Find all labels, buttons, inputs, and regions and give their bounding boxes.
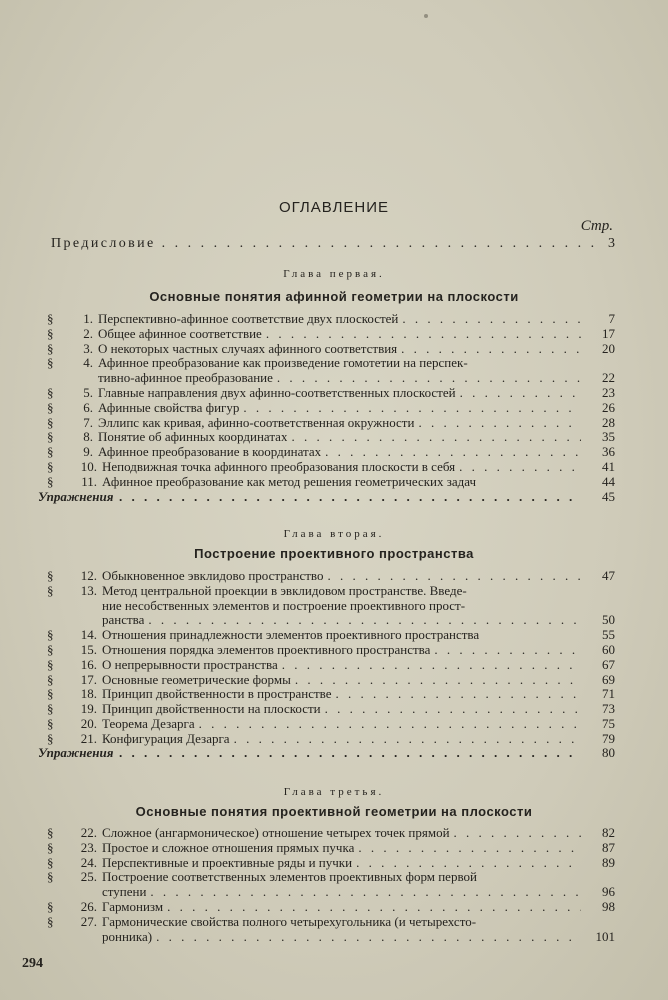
toc-entry: § 14. Отношения принадлежности элементов проективного пространства 55 bbox=[47, 627, 615, 643]
section-number: 21. bbox=[80, 730, 97, 746]
section-number: 5. bbox=[83, 384, 93, 400]
exercises-label: Упражнения bbox=[38, 489, 114, 504]
toc-entry-continuation bbox=[47, 930, 615, 945]
section-page: 69 bbox=[602, 671, 615, 687]
toc-entry: § 15. Отношения порядка элементов проективного пространства . . . 60 bbox=[47, 643, 615, 658]
toc-entry-continuation bbox=[47, 599, 615, 614]
section-page: 82 bbox=[602, 825, 615, 840]
toc-entry: § 27. Гармонические свойства полного четырехугольника (и четырехсто- bbox=[47, 915, 615, 930]
section-page: 7 bbox=[608, 311, 615, 326]
section-number: 8. bbox=[83, 429, 93, 445]
section-number: 13. bbox=[80, 582, 97, 598]
section-number: 19. bbox=[80, 701, 97, 717]
section-number: 25. bbox=[80, 869, 97, 885]
toc-entry: § 23. Простое и сложное отношения прямых пучка . . . 87 bbox=[47, 841, 615, 856]
toc-entry: § 5. Главные направления двух афинно-соответственных плоскостей . . . 23 bbox=[47, 386, 615, 401]
section-number: 10. bbox=[80, 458, 97, 474]
section-title: Гармонические свойства полного четырехугольника (и четырехсто- bbox=[102, 914, 477, 929]
section-title: Основные геометрические формы bbox=[102, 672, 291, 687]
section-page: 26 bbox=[602, 399, 615, 415]
section-number: 27. bbox=[80, 913, 97, 929]
page-title: ОГЛАВЛЕНИЕ bbox=[278, 199, 390, 216]
section-title: Афинное преобразование как произведение гомотетии на перспек- bbox=[98, 356, 468, 371]
section-title-cont: тивно-афинное преобразование bbox=[98, 371, 273, 386]
chapter-3-head: Глава третья. bbox=[283, 786, 385, 798]
chapter-1-sections bbox=[47, 312, 615, 490]
section-number: 2. bbox=[83, 325, 93, 341]
section-number: 14. bbox=[80, 627, 97, 643]
section-page: 23 bbox=[602, 384, 615, 400]
leader-dots bbox=[162, 236, 602, 252]
exercises-page: 45 bbox=[602, 489, 615, 504]
section-number: 11. bbox=[81, 473, 97, 489]
toc-entry: § 11. Афинное преобразование как метод решения геометрических задач 44 bbox=[47, 473, 615, 489]
section-title: О непрерывности пространства bbox=[102, 657, 278, 672]
section-number: 15. bbox=[80, 641, 97, 657]
section-title: Обыкновенное эвклидово пространство bbox=[102, 569, 324, 583]
toc-entry: § 7. Эллипс как кривая, афинно-соответственная окружности . . . 28 bbox=[47, 416, 615, 431]
toc-entry: § 1. Перспективно-афинное соответствие двух плоскостей . . . 7 bbox=[47, 312, 615, 327]
exercises-label: Упражнения bbox=[38, 745, 114, 760]
chapter-1-exercises bbox=[38, 489, 615, 505]
preface-page: 3 bbox=[608, 236, 615, 251]
section-title-cont: ранства bbox=[102, 613, 145, 628]
toc-entry: § 21. Конфигурация Дезарга . . . 79 bbox=[47, 732, 615, 747]
section-title: Афинные свойства фигур bbox=[98, 400, 240, 415]
section-page: 41 bbox=[602, 458, 615, 474]
section-page: 73 bbox=[602, 701, 615, 717]
toc-entry: § 9. Афинное преобразование в координатах . . . 36 bbox=[47, 445, 615, 460]
section-title: Афинное преобразование в координатах bbox=[98, 445, 322, 460]
toc-entry: § 13. Метод центральной проекции в эвклидовом пространстве. Введе- bbox=[47, 584, 615, 599]
preface-entry bbox=[51, 236, 615, 252]
toc-entry: § 16. О непрерывности пространства . . . 67 bbox=[47, 658, 615, 673]
section-title: Общее афинное соответствие bbox=[98, 326, 262, 341]
chapter-2-sections bbox=[47, 569, 615, 747]
section-page: 47 bbox=[602, 568, 615, 583]
section-number: 22. bbox=[80, 825, 97, 840]
chapter-3-title: Основные понятия проективной геометрии на плоскости bbox=[135, 804, 533, 819]
section-title: Отношения порядка элементов проективного пространства bbox=[102, 642, 431, 657]
section-number: 20. bbox=[80, 715, 97, 731]
section-page: 22 bbox=[602, 370, 615, 386]
section-page: 87 bbox=[602, 839, 615, 855]
section-page: 67 bbox=[602, 656, 615, 672]
toc-entry: § 12. Обыкновенное эвклидово пространство . . . 47 bbox=[47, 569, 615, 584]
toc-entry-continuation bbox=[47, 371, 615, 386]
section-page: 79 bbox=[602, 730, 615, 746]
toc-entry: § 17. Основные геометрические формы . . . 69 bbox=[47, 673, 615, 688]
section-page: 71 bbox=[602, 686, 615, 702]
chapter-2-title: Построение проективного пространства bbox=[194, 546, 474, 561]
section-number: 6. bbox=[83, 399, 93, 415]
section-page: 101 bbox=[595, 928, 615, 944]
section-page: 89 bbox=[602, 854, 615, 870]
section-title: Понятие об афинных координатах bbox=[98, 430, 288, 445]
section-page: 20 bbox=[602, 340, 615, 356]
section-page: 96 bbox=[602, 884, 615, 900]
preface-label: Предисловие bbox=[51, 236, 156, 251]
toc-entry: § 6. Афинные свойства фигур . . . 26 bbox=[47, 401, 615, 416]
toc-entry: § 8. Понятие об афинных координатах . . . 35 bbox=[47, 430, 615, 445]
toc-entry: § 3. О некоторых частных случаях афинного соответствия . . . 20 bbox=[47, 342, 615, 357]
page-column-label: Стр. bbox=[580, 218, 613, 234]
section-page: 50 bbox=[602, 612, 615, 628]
section-page: 60 bbox=[602, 641, 615, 657]
chapter-2-exercises bbox=[38, 745, 615, 761]
section-title: Конфигурация Дезарга bbox=[102, 731, 230, 746]
toc-entry: § 25. Построение соответственных элементов проективных форм первой bbox=[47, 870, 615, 885]
section-title-cont: ронника) bbox=[102, 929, 153, 944]
section-number: 26. bbox=[80, 898, 97, 914]
toc-entry: § 22. Сложное (ангармоническое) отношение четырех точек прямой . . . 82 bbox=[47, 826, 615, 841]
section-number: 7. bbox=[83, 414, 93, 430]
page-number: 294 bbox=[22, 956, 43, 971]
section-number: 17. bbox=[80, 671, 97, 687]
section-page: 75 bbox=[602, 715, 615, 731]
chapter-1-head: Глава первая. bbox=[283, 268, 385, 280]
section-title: Принцип двойственности на плоскости bbox=[102, 702, 321, 717]
chapter-2-head: Глава вторая. bbox=[283, 528, 385, 540]
toc-entry: § 24. Перспективные и проективные ряды и пучки . . . 89 bbox=[47, 856, 615, 871]
section-title: Построение соответственных элементов проективных форм первой bbox=[102, 870, 477, 885]
print-smudge bbox=[424, 14, 428, 18]
section-title: О некоторых частных случаях афинного соответствия bbox=[98, 341, 398, 356]
section-title: Сложное (ангармоническое) отношение четырех точек прямой bbox=[102, 826, 450, 840]
exercises-page: 80 bbox=[602, 745, 615, 760]
section-title: Главные направления двух афинно-соответственных плоскостей bbox=[98, 385, 456, 400]
section-number: 12. bbox=[80, 568, 97, 583]
section-number: 16. bbox=[80, 656, 97, 672]
section-page: 28 bbox=[602, 414, 615, 430]
chapter-1-title: Основные понятия афинной геометрии на плоскости bbox=[149, 289, 519, 304]
section-page: 98 bbox=[602, 898, 615, 914]
chapter-3-sections bbox=[47, 826, 615, 944]
toc-entry: § 18. Принцип двойственности в пространстве . . . 71 bbox=[47, 687, 615, 702]
section-title: Гармонизм bbox=[102, 899, 164, 914]
section-title: Отношения принадлежности элементов проективного пространства bbox=[102, 628, 480, 643]
section-title: Принцип двойственности в пространстве bbox=[102, 687, 332, 702]
section-number: 9. bbox=[83, 444, 93, 460]
section-title-cont: ступени bbox=[102, 885, 147, 900]
toc-entry: § 4. Афинное преобразование как произведение гомотетии на перспек- bbox=[47, 356, 615, 371]
section-number: 23. bbox=[80, 839, 97, 855]
toc-entry: § 20. Теорема Дезарга . . . 75 bbox=[47, 717, 615, 732]
toc-entry: § 26. Гармонизм . . . 98 bbox=[47, 900, 615, 915]
section-title-cont: ние несобственных элементов и построение проективного прост- bbox=[102, 598, 466, 613]
section-title: Неподвижная точка афинного преобразования плоскости в себя bbox=[102, 459, 456, 474]
section-page: 44 bbox=[602, 473, 615, 489]
section-page: 36 bbox=[602, 444, 615, 460]
toc-entry-continuation bbox=[47, 613, 615, 628]
section-title: Перспективные и проективные ряды и пучки bbox=[102, 855, 353, 870]
section-title: Перспективно-афинное соответствие двух плоскостей bbox=[98, 312, 399, 326]
toc-entry: § 10. Неподвижная точка афинного преобразования плоскости в себя . . . 41 bbox=[47, 460, 615, 475]
section-title: Афинное преобразование как метод решения геометрических задач bbox=[102, 474, 477, 489]
section-number: 3. bbox=[83, 340, 93, 356]
section-page: 17 bbox=[602, 325, 615, 341]
section-title: Метод центральной проекции в эвклидовом пространстве. Введе- bbox=[102, 583, 467, 598]
toc-entry: § 19. Принцип двойственности на плоскости . . . 73 bbox=[47, 702, 615, 717]
section-title: Теорема Дезарга bbox=[102, 716, 195, 731]
section-number: 4. bbox=[83, 355, 93, 371]
section-number: 24. bbox=[80, 854, 97, 870]
section-number: 1. bbox=[83, 311, 93, 326]
section-page: 35 bbox=[602, 429, 615, 445]
section-page: 55 bbox=[602, 627, 615, 643]
section-number: 18. bbox=[80, 686, 97, 702]
section-title: Простое и сложное отношения прямых пучка bbox=[102, 840, 355, 855]
section-title: Эллипс как кривая, афинно-соответственная окружности bbox=[98, 415, 415, 430]
toc-entry-continuation bbox=[47, 885, 615, 900]
toc-entry: § 2. Общее афинное соответствие . . . 17 bbox=[47, 327, 615, 342]
